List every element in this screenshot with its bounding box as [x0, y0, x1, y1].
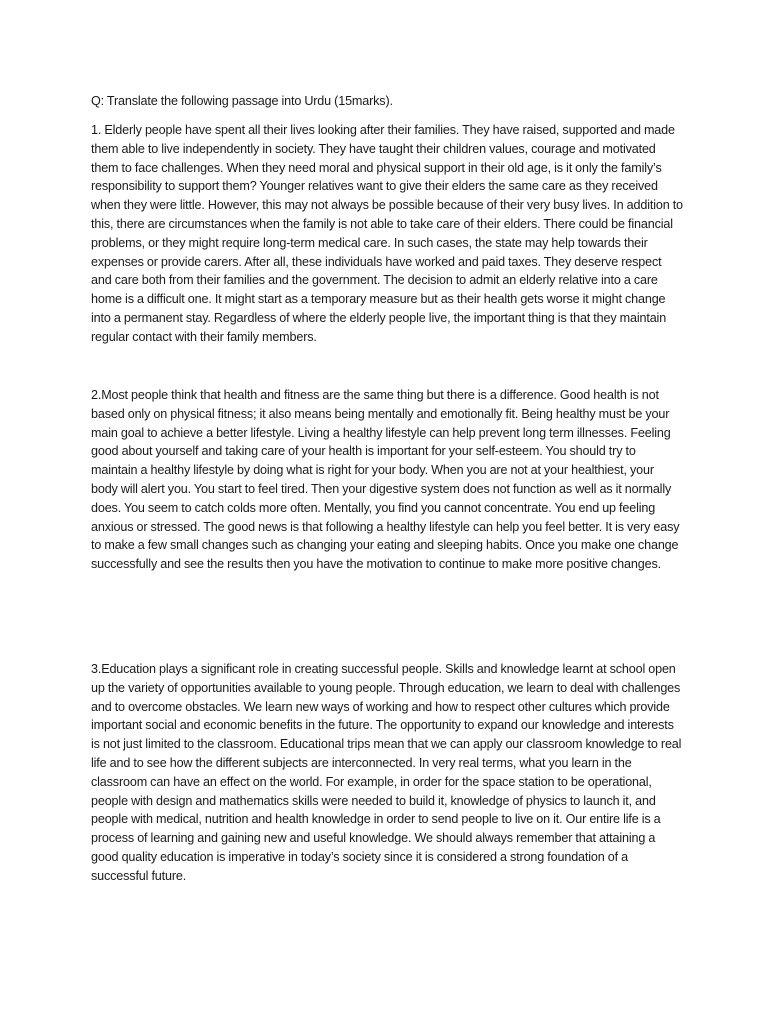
passage-paragraph-2: 2.Most people think that health and fitness are the same thing but there is a difference. Good health is not based only on physical fitness; it also means being mentally and emotionally fit. Being healthy must be your main goal to achieve a better lifestyle. Living a healthy lifestyle can help prevent long term illnesses. Feeling good about yourself and taking care of your health is important for your self-esteem. You should try to maintain a healthy lifestyle by doing what is right for your body. When you are not at your healthiest, your body will alert you. You start to feel tired. Then your digestive system does not function as well as it normally does. You seem to catch colds more often. Mentally, you find you cannot concentrate. You end up feeling anxious or stressed. The good news is that following a healthy lifestyle can help you feel better. It is very easy to make a few small changes such as changing your eating and sleeping habits. Once you make one change successfully and see the results then you have the motivation to continue to make more positive changes. — [91, 388, 680, 572]
passage-paragraph-1: 1. Elderly people have spent all their lives looking after their families. They have raised, supported and made them able to live independently in society. They have taught their children values, courage and motivated them to face challenges. When they need moral and physical support in their old age, is it only the family’s responsibility to support them? Younger relatives want to give their elders the same care as they received when they were little. However, this may not always be possible because of their very busy lives. In addition to this, there are circumstances when the family is not able to take care of their elders. There could be financial problems, or they might require long-term medical care. In such cases, the state may help towards their expenses or provide carers. After all, these individuals have worked and paid taxes. They deserve respect and care both from their families and the government. The decision to admit an elderly relative into a care home is a difficult one. It might start as a temporary measure but as their health gets worse it might change into a permanent stay. Regardless of where the elderly people live, the important thing is that they maintain regular contact with their family members. — [91, 123, 683, 344]
passage-paragraph-3: 3.Education plays a significant role in creating successful people. Skills and knowledge learnt at school open up the variety of opportunities available to young people. Through education, we learn to deal with challenges and to overcome obstacles. We learn new ways of working and how to respect other cultures which provide important social and economic benefits in the future. The opportunity to expand our knowledge and interests is not just limited to the classroom. Educational trips mean that we can apply our classroom knowledge to real life and to see how the different subjects are interconnected. In very real terms, what you learn in the classroom can have an effect on the world. For example, in order for the space station to be operational, people with design and mathematics skills were needed to build it, knowledge of physics to launch it, and people with medical, nutrition and health knowledge in order to send people to live on it. Our entire life is a process of learning and gaining new and useful knowledge. We should always remember that attaining a good quality education is imperative in today’s society since it is considered a strong foundation of a successful future. — [91, 662, 682, 883]
question-heading: Q: Translate the following passage into Urdu (15marks). — [91, 94, 393, 108]
